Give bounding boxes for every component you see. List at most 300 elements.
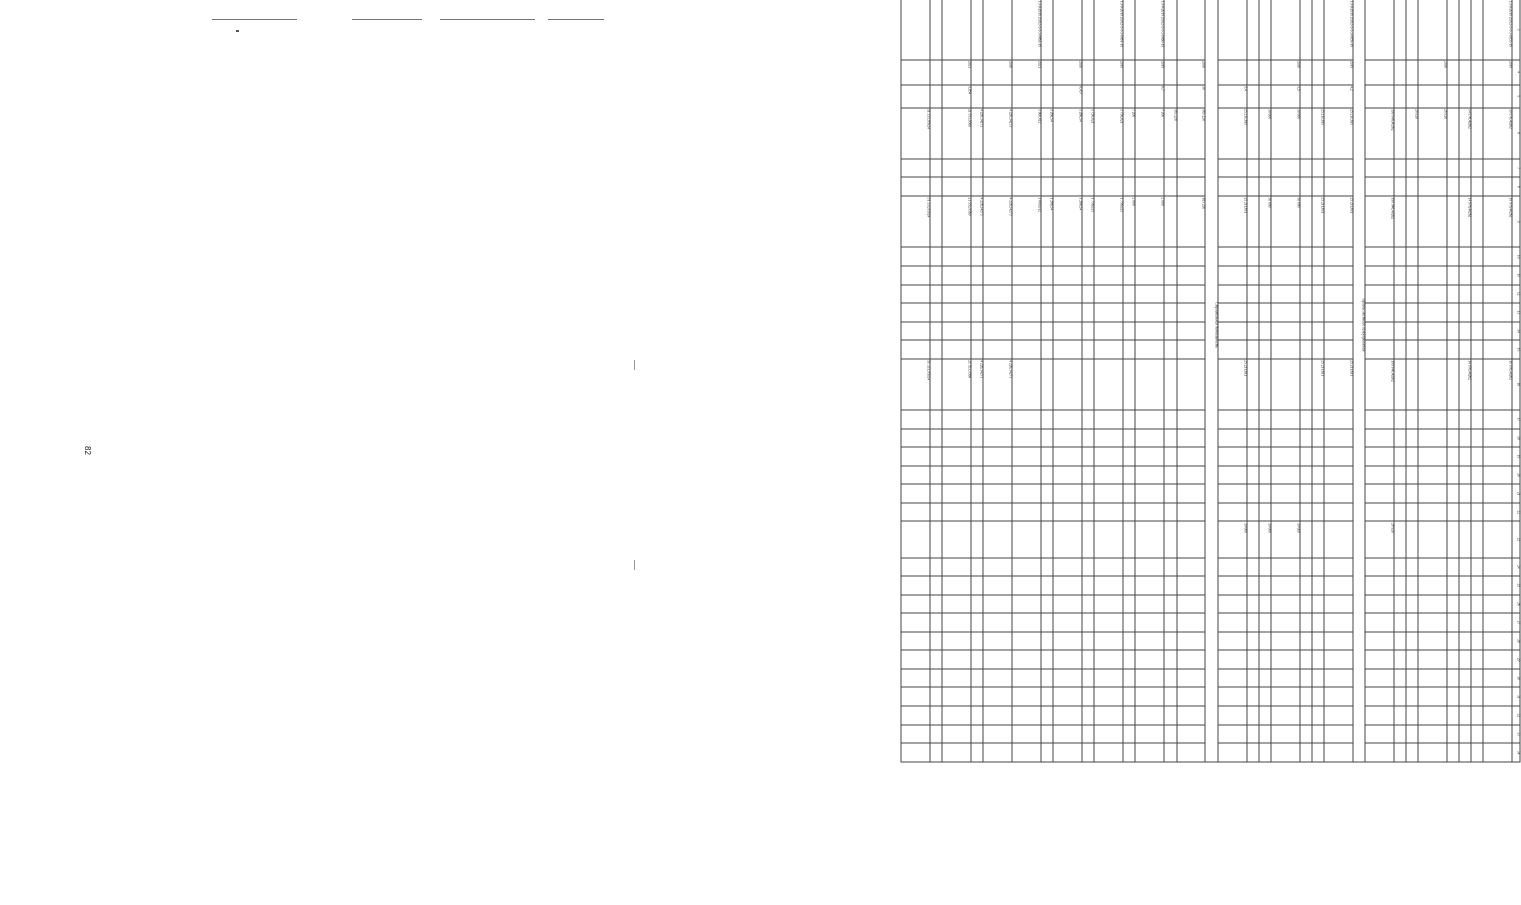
table-cell: 30 000: [1259, 521, 1271, 557]
table-cell: [1418, 558, 1447, 577]
table-cell: [1082, 0, 1094, 60]
table-cell: [1471, 322, 1483, 341]
table-cell: [1483, 650, 1512, 669]
table-cell: [1177, 247, 1206, 266]
table-cell: [1459, 429, 1471, 448]
table-cell: [1459, 558, 1471, 577]
table-cell: [1082, 447, 1094, 466]
table-cell: [1365, 322, 1394, 341]
table-cell: [1394, 725, 1406, 744]
table-cell: [1406, 706, 1418, 725]
table-cell: [1094, 85, 1123, 108]
table-cell: [983, 159, 1012, 178]
table-cell: [930, 503, 942, 522]
table-cell: 25 211,611: [1312, 359, 1324, 410]
table-cell: [1012, 687, 1041, 706]
table-cell: [1123, 484, 1135, 503]
table-cell: [1259, 303, 1271, 322]
table-cell: [1259, 159, 1271, 178]
table-cell: [1418, 466, 1447, 485]
table-cell: [1471, 266, 1483, 285]
table-cell: [1053, 285, 1082, 304]
table-cell: [942, 429, 971, 448]
table-cell: 1,054: [942, 85, 971, 108]
table-row: [1394, 0, 1406, 762]
table-cell: [1123, 447, 1135, 466]
table-cell: [1136, 595, 1165, 614]
table-cell: [1394, 706, 1406, 725]
table-cell: [1406, 285, 1418, 304]
table-cell: 30 000: [1271, 521, 1300, 557]
table-cell: [1177, 266, 1206, 285]
table-cell: [1271, 410, 1300, 429]
table-cell: [1418, 706, 1447, 725]
table-cell: [1324, 322, 1353, 341]
table-cell: [930, 108, 942, 159]
table-cell: [1247, 743, 1259, 762]
table-cell: [1177, 159, 1206, 178]
table-cell: [1418, 725, 1447, 744]
table-cell: [1418, 669, 1447, 688]
table-cell: [1259, 340, 1271, 359]
table-cell: [1247, 687, 1259, 706]
table-cell: [1406, 503, 1418, 522]
table-cell: [1300, 669, 1312, 688]
table-cell: [1418, 429, 1447, 448]
table-cell: [1053, 484, 1082, 503]
table-cell: [971, 177, 983, 196]
table-cell: [1164, 340, 1176, 359]
table-row: [942, 0, 971, 762]
table-cell: [1394, 595, 1406, 614]
table-cell: [901, 576, 930, 595]
table-cell: [1406, 576, 1418, 595]
table-cell: [1218, 687, 1247, 706]
column-header: 14: [1512, 322, 1520, 341]
table-cell: 1 266,54: [1041, 196, 1053, 247]
table-cell: [983, 503, 1012, 522]
table-cell: [1406, 266, 1418, 285]
table-cell: [1406, 466, 1418, 485]
table-cell: [971, 85, 983, 108]
column-header: 24: [1512, 558, 1520, 577]
table-cell: [1247, 466, 1259, 485]
column-header: 3: [1512, 0, 1520, 60]
column-header: 17: [1512, 410, 1520, 429]
table-cell: 199 946,40262: [1365, 359, 1394, 410]
table-cell: [930, 484, 942, 503]
table-cell: [1053, 521, 1082, 557]
table-cell: [1324, 706, 1353, 725]
table-cell: [1365, 613, 1394, 632]
table-cell: [1365, 177, 1394, 196]
table-cell: [1459, 322, 1471, 341]
table-cell: [1271, 613, 1300, 632]
table-cell: [1418, 410, 1447, 429]
table-cell: [1218, 484, 1247, 503]
table-cell: [1082, 595, 1094, 614]
table-cell: [983, 558, 1012, 577]
table-cell: [1136, 706, 1165, 725]
table-cell: [1136, 247, 1165, 266]
table-cell: [1406, 447, 1418, 466]
table-cell: [1394, 650, 1406, 669]
table-cell: [1164, 285, 1176, 304]
table-cell: [1123, 247, 1135, 266]
table-cell: [1483, 177, 1512, 196]
table-cell: 4 226,34273: [983, 359, 1012, 410]
column-header: 9: [1512, 196, 1520, 247]
table-row: [1012, 0, 1041, 762]
table-cell: [1012, 322, 1041, 341]
table-row: [1418, 0, 1447, 762]
table-row: [1123, 0, 1135, 762]
table-cell: [1365, 60, 1394, 85]
table-cell: [1324, 576, 1353, 595]
table-cell: [1218, 340, 1247, 359]
table-cell: [971, 340, 983, 359]
table-cell: [1094, 632, 1123, 651]
table-cell: [930, 725, 942, 744]
table-cell: [1459, 340, 1471, 359]
table-cell: [1418, 266, 1447, 285]
table-cell: [1136, 669, 1165, 688]
table-cell: [1483, 725, 1512, 744]
table-cell: 25 211,611: [1312, 196, 1324, 247]
table-cell: 13-0-2019 20.02-1-1-3-0062-19: [1012, 0, 1041, 60]
table-cell: 4 226,34273: [971, 359, 983, 410]
table-cell: [1324, 595, 1353, 614]
table-cell: [1247, 650, 1259, 669]
table-cell: [1123, 429, 1135, 448]
table-cell: [1365, 466, 1394, 485]
table-cell: [1483, 613, 1512, 632]
table-cell: [1136, 613, 1165, 632]
table-cell: [1271, 429, 1300, 448]
table-row: [930, 0, 942, 762]
table-cell: [1394, 0, 1406, 60]
table-cell: [1082, 159, 1094, 178]
table-cell: 2019: [1324, 60, 1353, 85]
table-cell: [1136, 447, 1165, 466]
table-cell: [1418, 632, 1447, 651]
table-cell: [1406, 196, 1418, 247]
table-cell: 21 553,9569: [942, 359, 971, 410]
table-cell: [1012, 177, 1041, 196]
table-cell: [1218, 0, 1247, 60]
table-cell: [1418, 159, 1447, 178]
table-cell: 2 000: [1123, 196, 1135, 247]
table-cell: [930, 743, 942, 762]
table-cell: [1365, 85, 1394, 108]
table-cell: [942, 177, 971, 196]
table-cell: [1041, 558, 1053, 577]
table-cell: [1459, 669, 1471, 688]
table-cell: [971, 669, 983, 688]
table-cell: [1136, 285, 1165, 304]
table-cell: [1324, 340, 1353, 359]
table-cell: [1271, 322, 1300, 341]
table-cell: [1164, 650, 1176, 669]
table-cell: [1483, 266, 1512, 285]
table-cell: [942, 322, 971, 341]
table-cell: [1177, 632, 1206, 651]
table-cell: 2 000: [1136, 196, 1165, 247]
table-cell: [1123, 521, 1135, 557]
table-cell: [1136, 429, 1165, 448]
table-cell: [1447, 177, 1459, 196]
table-cell: [1365, 503, 1394, 522]
table-cell: [1247, 108, 1259, 159]
table-cell: [901, 0, 930, 60]
table-cell: [1094, 595, 1123, 614]
table-cell: [901, 558, 930, 577]
table-cell: [1483, 484, 1512, 503]
table-cell: [1365, 484, 1394, 503]
table-cell: [1483, 85, 1512, 108]
table-cell: [930, 669, 942, 688]
table-cell: [901, 303, 930, 322]
table-cell: [1447, 60, 1459, 85]
table-cell: [1259, 632, 1271, 651]
table-cell: [1123, 576, 1135, 595]
table-cell: [1218, 613, 1247, 632]
table-cell: [1164, 177, 1176, 196]
table-row: [1094, 0, 1123, 762]
table-cell: [1123, 595, 1135, 614]
table-row: [1365, 0, 1394, 762]
table-cell: [1271, 247, 1300, 266]
table-cell: [1012, 613, 1041, 632]
table-cell: [1012, 247, 1041, 266]
table-cell: [1177, 340, 1206, 359]
table-cell: [1259, 650, 1271, 669]
table-cell: 25 211,611: [1324, 108, 1353, 159]
table-cell: [971, 706, 983, 725]
table-cell: [1300, 266, 1312, 285]
table-row: [1136, 0, 1165, 762]
table-cell: [942, 706, 971, 725]
table-cell: [1406, 177, 1418, 196]
table-cell: [1418, 503, 1447, 522]
table-cell: [1394, 613, 1406, 632]
table-cell: [1012, 85, 1041, 108]
table-cell: [1447, 595, 1459, 614]
table-cell: [1271, 484, 1300, 503]
table-cell: [983, 447, 1012, 466]
table-cell: [1312, 322, 1324, 341]
table-cell: [1300, 285, 1312, 304]
table-cell: [1300, 706, 1312, 725]
table-cell: [1418, 359, 1447, 410]
table-cell: [1365, 687, 1394, 706]
table-cell: [1136, 558, 1165, 577]
table-cell: [1300, 177, 1312, 196]
table-cell: [983, 521, 1012, 557]
table-cell: [930, 650, 942, 669]
table-cell: [1471, 410, 1483, 429]
table-cell: [1365, 429, 1394, 448]
column-header: 12: [1512, 285, 1520, 304]
table-cell: [1259, 410, 1271, 429]
column-header: 13: [1512, 303, 1520, 322]
table-cell: 1,4: [1218, 85, 1247, 108]
table-cell: [1041, 410, 1053, 429]
table-cell: [1447, 429, 1459, 448]
table-cell: [1324, 558, 1353, 577]
table-cell: [1312, 466, 1324, 485]
table-cell: [1053, 447, 1082, 466]
table-cell: 25 211,611: [1218, 359, 1247, 410]
table-cell: [1218, 669, 1247, 688]
table-cell: [1082, 359, 1094, 410]
table-cell: 183 220: [1164, 108, 1176, 159]
table-cell: [971, 558, 983, 577]
table-cell: 4,2: [1324, 85, 1353, 108]
table-cell: [1312, 632, 1324, 651]
table-cell: [1247, 558, 1259, 577]
table-cell: [1406, 743, 1418, 762]
table-cell: [1247, 521, 1259, 557]
table-cell: [901, 177, 930, 196]
table-cell: [1447, 322, 1459, 341]
table-cell: [1053, 706, 1082, 725]
table-cell: [942, 247, 971, 266]
table-cell: [1365, 743, 1394, 762]
table-cell: [1123, 340, 1135, 359]
table-cell: [1418, 196, 1447, 247]
table-cell: [1471, 632, 1483, 651]
table-cell: [1447, 108, 1459, 159]
table-cell: [1094, 322, 1123, 341]
table-cell: [1164, 410, 1176, 429]
table-cell: [1459, 687, 1471, 706]
table-cell: [1041, 725, 1053, 744]
table-cell: [1082, 687, 1094, 706]
table-cell: [1447, 340, 1459, 359]
table-cell: [1312, 447, 1324, 466]
table-cell: [1300, 196, 1312, 247]
table-cell: [942, 466, 971, 485]
table-cell: [1094, 650, 1123, 669]
table-cell: [983, 285, 1012, 304]
table-cell: [942, 447, 971, 466]
table-row: [1483, 0, 1512, 762]
table-cell: [1483, 285, 1512, 304]
table-cell: [1094, 429, 1123, 448]
table-cell: [1365, 558, 1394, 577]
table-cell: [1324, 247, 1353, 266]
table-cell: 2020: [1053, 60, 1082, 85]
table-cell: [1164, 247, 1176, 266]
table-cell: [1271, 0, 1300, 60]
table-cell: [1471, 466, 1483, 485]
table-cell: [1483, 521, 1512, 557]
table-row: [1300, 0, 1312, 762]
table-cell: [1406, 0, 1418, 60]
table-cell: [1218, 466, 1247, 485]
table-cell: 30: [1177, 85, 1206, 108]
table-cell: [1394, 410, 1406, 429]
table-cell: [1136, 484, 1165, 503]
table-cell: 28 920: [1418, 108, 1447, 159]
table-cell: [1271, 669, 1300, 688]
table-cell: [930, 0, 942, 60]
table-cell: [1136, 177, 1165, 196]
table-cell: [901, 687, 930, 706]
table-cell: [1312, 0, 1324, 60]
table-cell: [971, 429, 983, 448]
table-cell: [901, 613, 930, 632]
table-cell: [1471, 725, 1483, 744]
table-cell: [1177, 285, 1206, 304]
table-cell: [1164, 558, 1176, 577]
table-cell: [1012, 410, 1041, 429]
table-cell: [1471, 687, 1483, 706]
table-cell: [1094, 359, 1123, 410]
table-cell: [1123, 266, 1135, 285]
table-cell: [1136, 340, 1165, 359]
table-cell: [1082, 266, 1094, 285]
table-cell: [1136, 303, 1165, 322]
table-cell: [1082, 429, 1094, 448]
table-cell: [1459, 632, 1471, 651]
table-cell: [1394, 108, 1406, 159]
table-cell: 183 220: [1177, 108, 1206, 159]
table-cell: [1053, 466, 1082, 485]
table-cell: [1483, 410, 1512, 429]
table-cell: [1164, 266, 1176, 285]
table-cell: [1365, 285, 1394, 304]
edge-mark: [634, 360, 635, 370]
table-cell: 13-0-2019 20.02-1-1-3-0059-19: [1324, 0, 1353, 60]
section-heading: Органы местного самоуправления: [1353, 0, 1365, 762]
table-cell: [983, 484, 1012, 503]
table-cell: [1271, 285, 1300, 304]
column-header: 32: [1512, 706, 1520, 725]
table-cell: 30 000: [1259, 196, 1271, 247]
column-header: 22: [1512, 503, 1520, 522]
table-cell: [1271, 159, 1300, 178]
table-row: [1271, 0, 1300, 762]
table-cell: [930, 595, 942, 614]
table-cell: [971, 743, 983, 762]
table-cell: 19 976,40262: [1483, 108, 1512, 159]
table-cell: [1136, 410, 1165, 429]
table-cell: [930, 60, 942, 85]
table-cell: 0,457: [1053, 85, 1082, 108]
table-cell: [1271, 706, 1300, 725]
table-cell: [1483, 303, 1512, 322]
table-cell: [942, 410, 971, 429]
table-cell: [1471, 558, 1483, 577]
table-cell: [1094, 410, 1123, 429]
table-cell: [1177, 322, 1206, 341]
column-header: 28: [1512, 632, 1520, 651]
table-cell: 2019: [1483, 60, 1512, 85]
table-cell: [1259, 447, 1271, 466]
table-cell: [1053, 632, 1082, 651]
table-cell: [1459, 725, 1471, 744]
table-cell: [1012, 576, 1041, 595]
table-row: [1324, 0, 1353, 762]
table-cell: [1164, 0, 1176, 60]
table-cell: [1053, 340, 1082, 359]
table-cell: [1447, 669, 1459, 688]
table-cell: [1271, 303, 1300, 322]
table-cell: [1123, 632, 1135, 651]
table-cell: [1418, 447, 1447, 466]
